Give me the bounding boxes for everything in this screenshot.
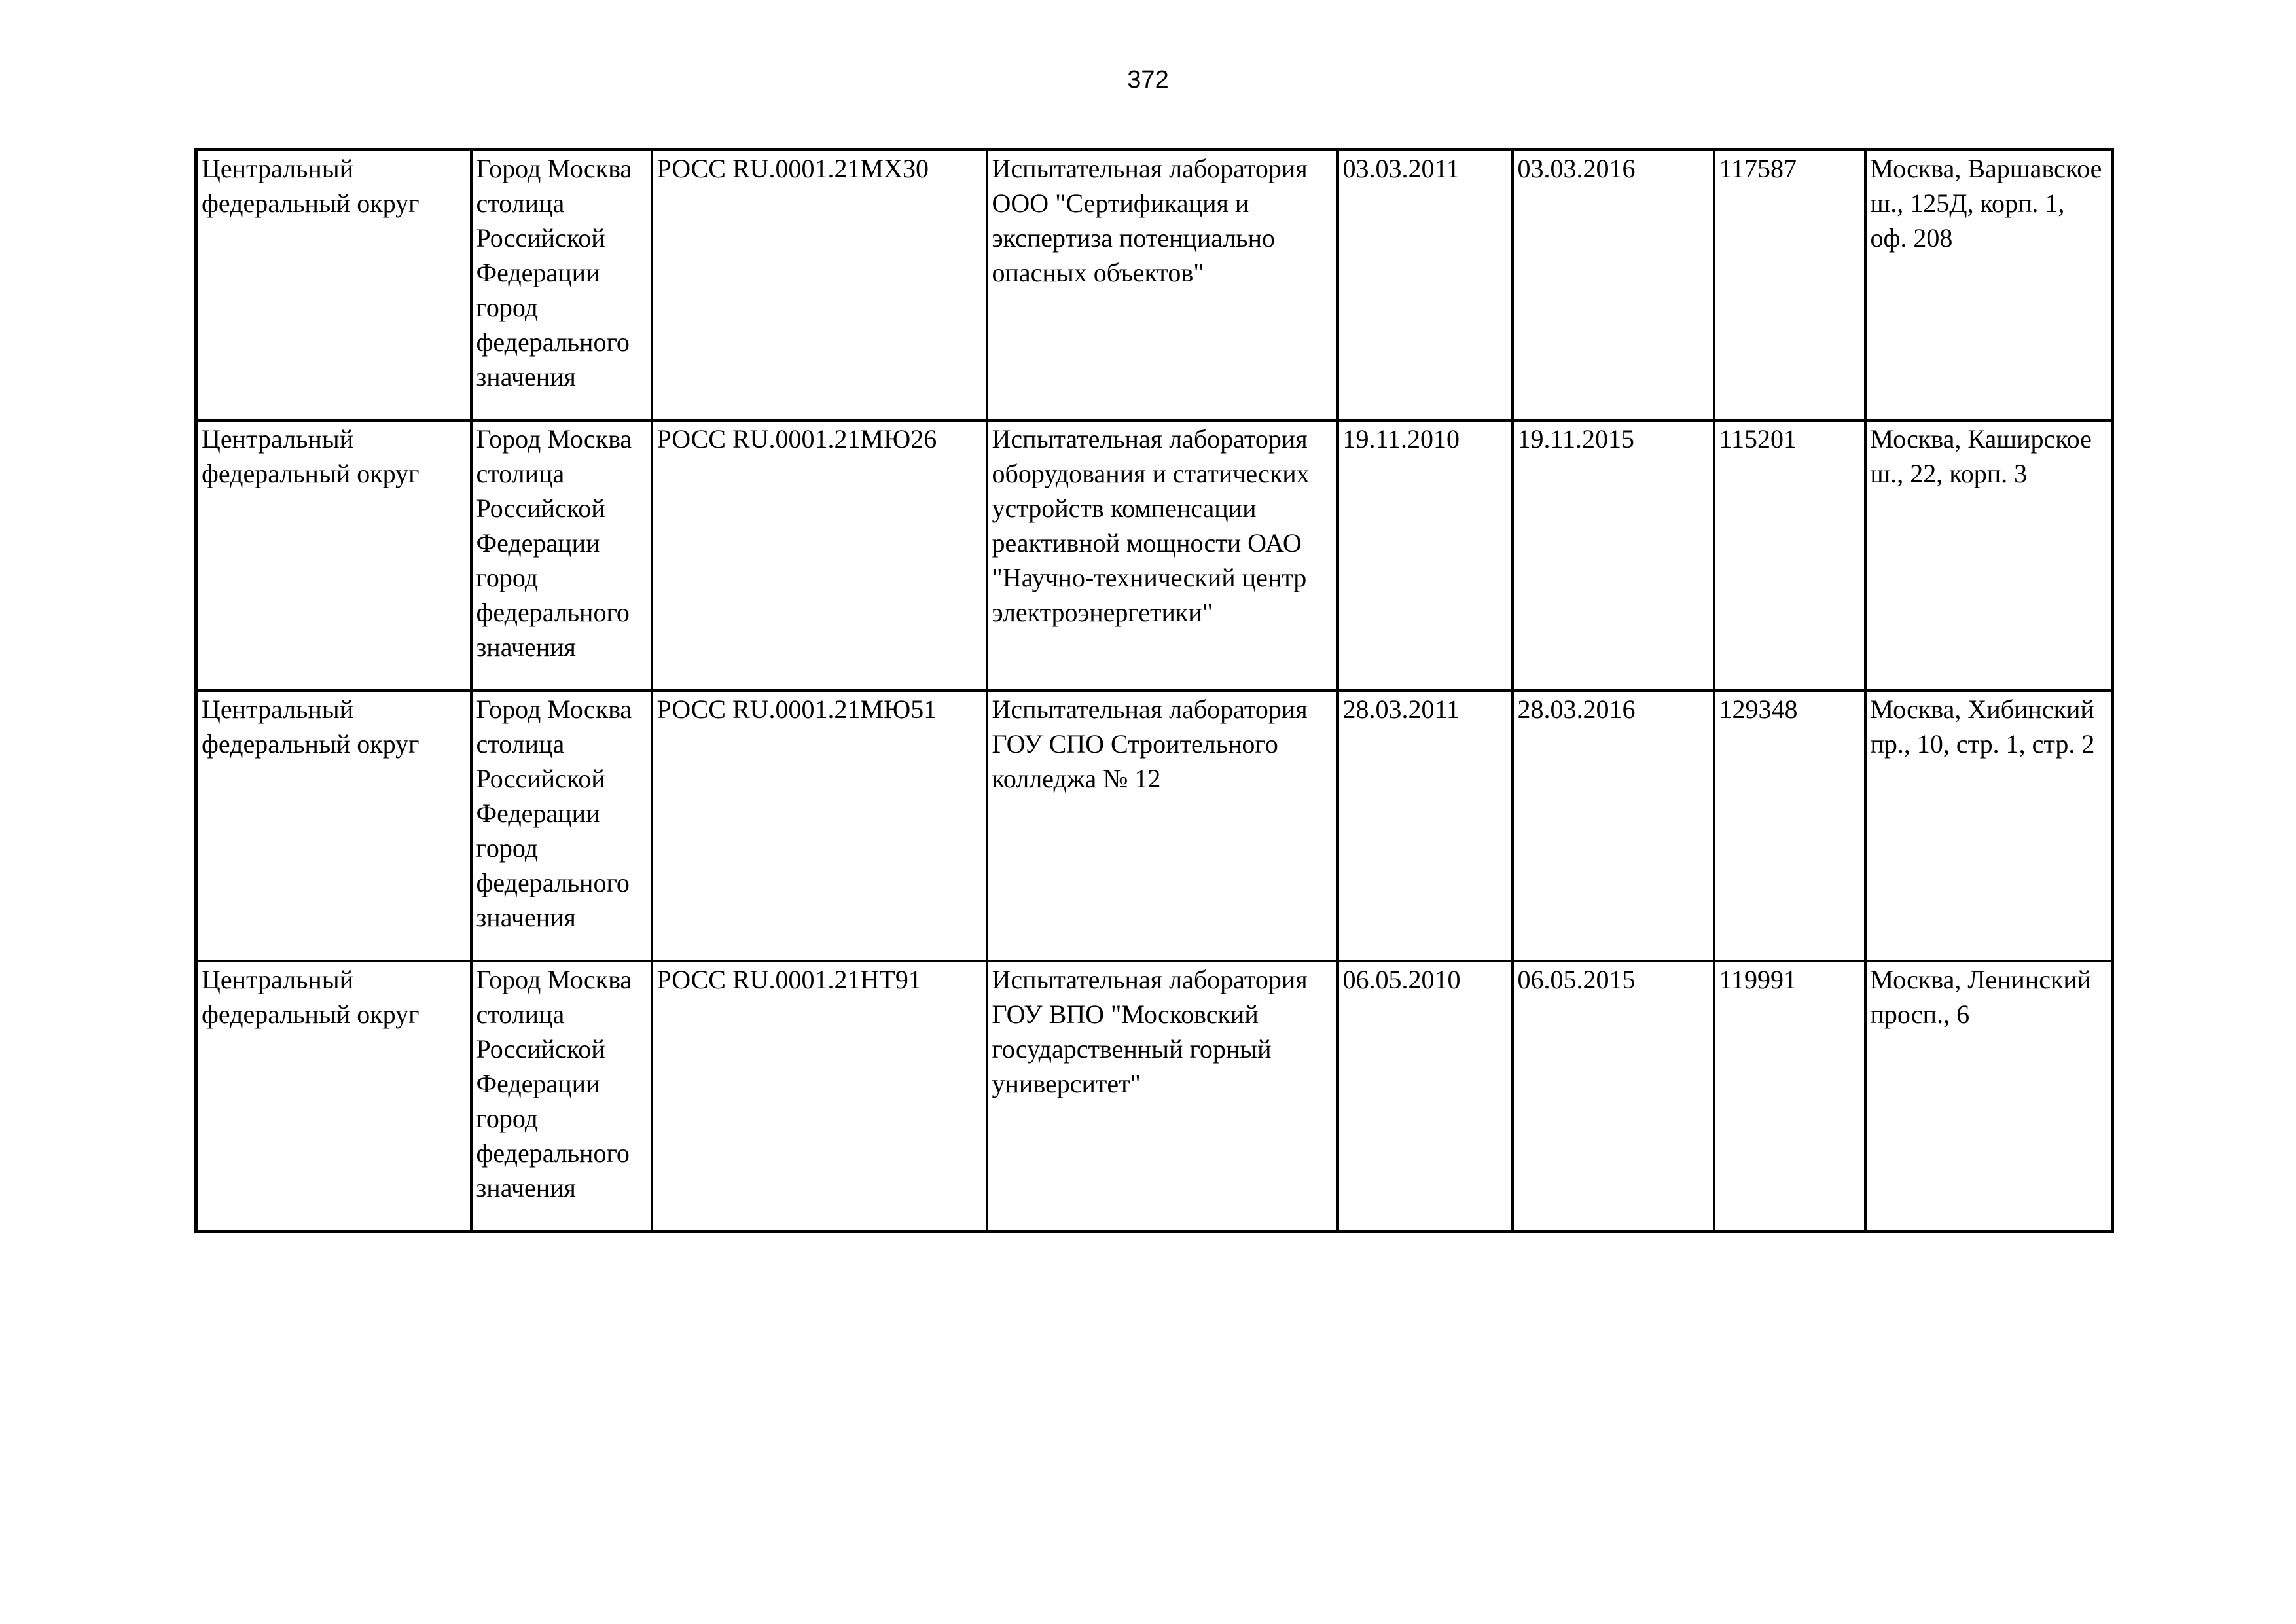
address-cell: Москва, Варшавское ш., 125Д, корп. 1, оф. 208 xyxy=(1865,150,2113,421)
district-cell: Центральный федеральный округ xyxy=(196,150,471,421)
postcode-cell: 119991 xyxy=(1714,961,1865,1232)
reg-number-cell: РОСС RU.0001.21МЮ51 xyxy=(652,691,987,961)
region-cell: Город Москва столица Российской Федерации город федерального значения xyxy=(471,150,652,421)
region-cell: Город Москва столица Российской Федерации город федерального значения xyxy=(471,420,652,691)
postcode-cell: 115201 xyxy=(1714,420,1865,691)
address-cell: Москва, Ленинский просп., 6 xyxy=(1865,961,2113,1232)
postcode-cell: 129348 xyxy=(1714,691,1865,961)
region-cell: Город Москва столица Российской Федерации город федерального значения xyxy=(471,691,652,961)
address-cell: Москва, Хибинский пр., 10, стр. 1, стр. 2 xyxy=(1865,691,2113,961)
lab-name-cell: Испытательная лаборатория ГОУ ВПО "Московский государственный горный университет" xyxy=(987,961,1338,1232)
table-row xyxy=(196,150,2113,421)
district-cell: Центральный федеральный округ xyxy=(196,961,471,1232)
reg-number-cell: РОСС RU.0001.21МХ30 xyxy=(652,150,987,421)
date-to-cell: 28.03.2016 xyxy=(1513,691,1714,961)
date-from-cell: 19.11.2010 xyxy=(1338,420,1513,691)
region-cell: Город Москва столица Российской Федерации город федерального значения xyxy=(471,961,652,1232)
reg-number-cell: РОСС RU.0001.21МЮ26 xyxy=(652,420,987,691)
date-from-cell: 28.03.2011 xyxy=(1338,691,1513,961)
table-row xyxy=(196,691,2113,961)
district-cell: Центральный федеральный округ xyxy=(196,691,471,961)
district-cell: Центральный федеральный округ xyxy=(196,420,471,691)
date-from-cell: 03.03.2011 xyxy=(1338,150,1513,421)
table-row xyxy=(196,420,2113,691)
page-number: 372 xyxy=(1127,66,1169,94)
reg-number-cell: РОСС RU.0001.21НТ91 xyxy=(652,961,987,1232)
postcode-cell: 117587 xyxy=(1714,150,1865,421)
date-to-cell: 19.11.2015 xyxy=(1513,420,1714,691)
address-cell: Москва, Каширское ш., 22, корп. 3 xyxy=(1865,420,2113,691)
lab-name-cell: Испытательная лаборатория оборудования и статических устройств компенсации реактивной мощности ОАО "Научно-технический центр электроэнергетики" xyxy=(987,420,1338,691)
date-from-cell: 06.05.2010 xyxy=(1338,961,1513,1232)
lab-name-cell: Испытательная лаборатория ГОУ СПО Строительного колледжа № 12 xyxy=(987,691,1338,961)
lab-name-cell: Испытательная лаборатория ООО "Сертификация и экспертиза потенциально опасных объектов" xyxy=(987,150,1338,421)
date-to-cell: 03.03.2016 xyxy=(1513,150,1714,421)
date-to-cell: 06.05.2015 xyxy=(1513,961,1714,1232)
registry-table xyxy=(194,148,2114,1233)
table-row xyxy=(196,961,2113,1232)
